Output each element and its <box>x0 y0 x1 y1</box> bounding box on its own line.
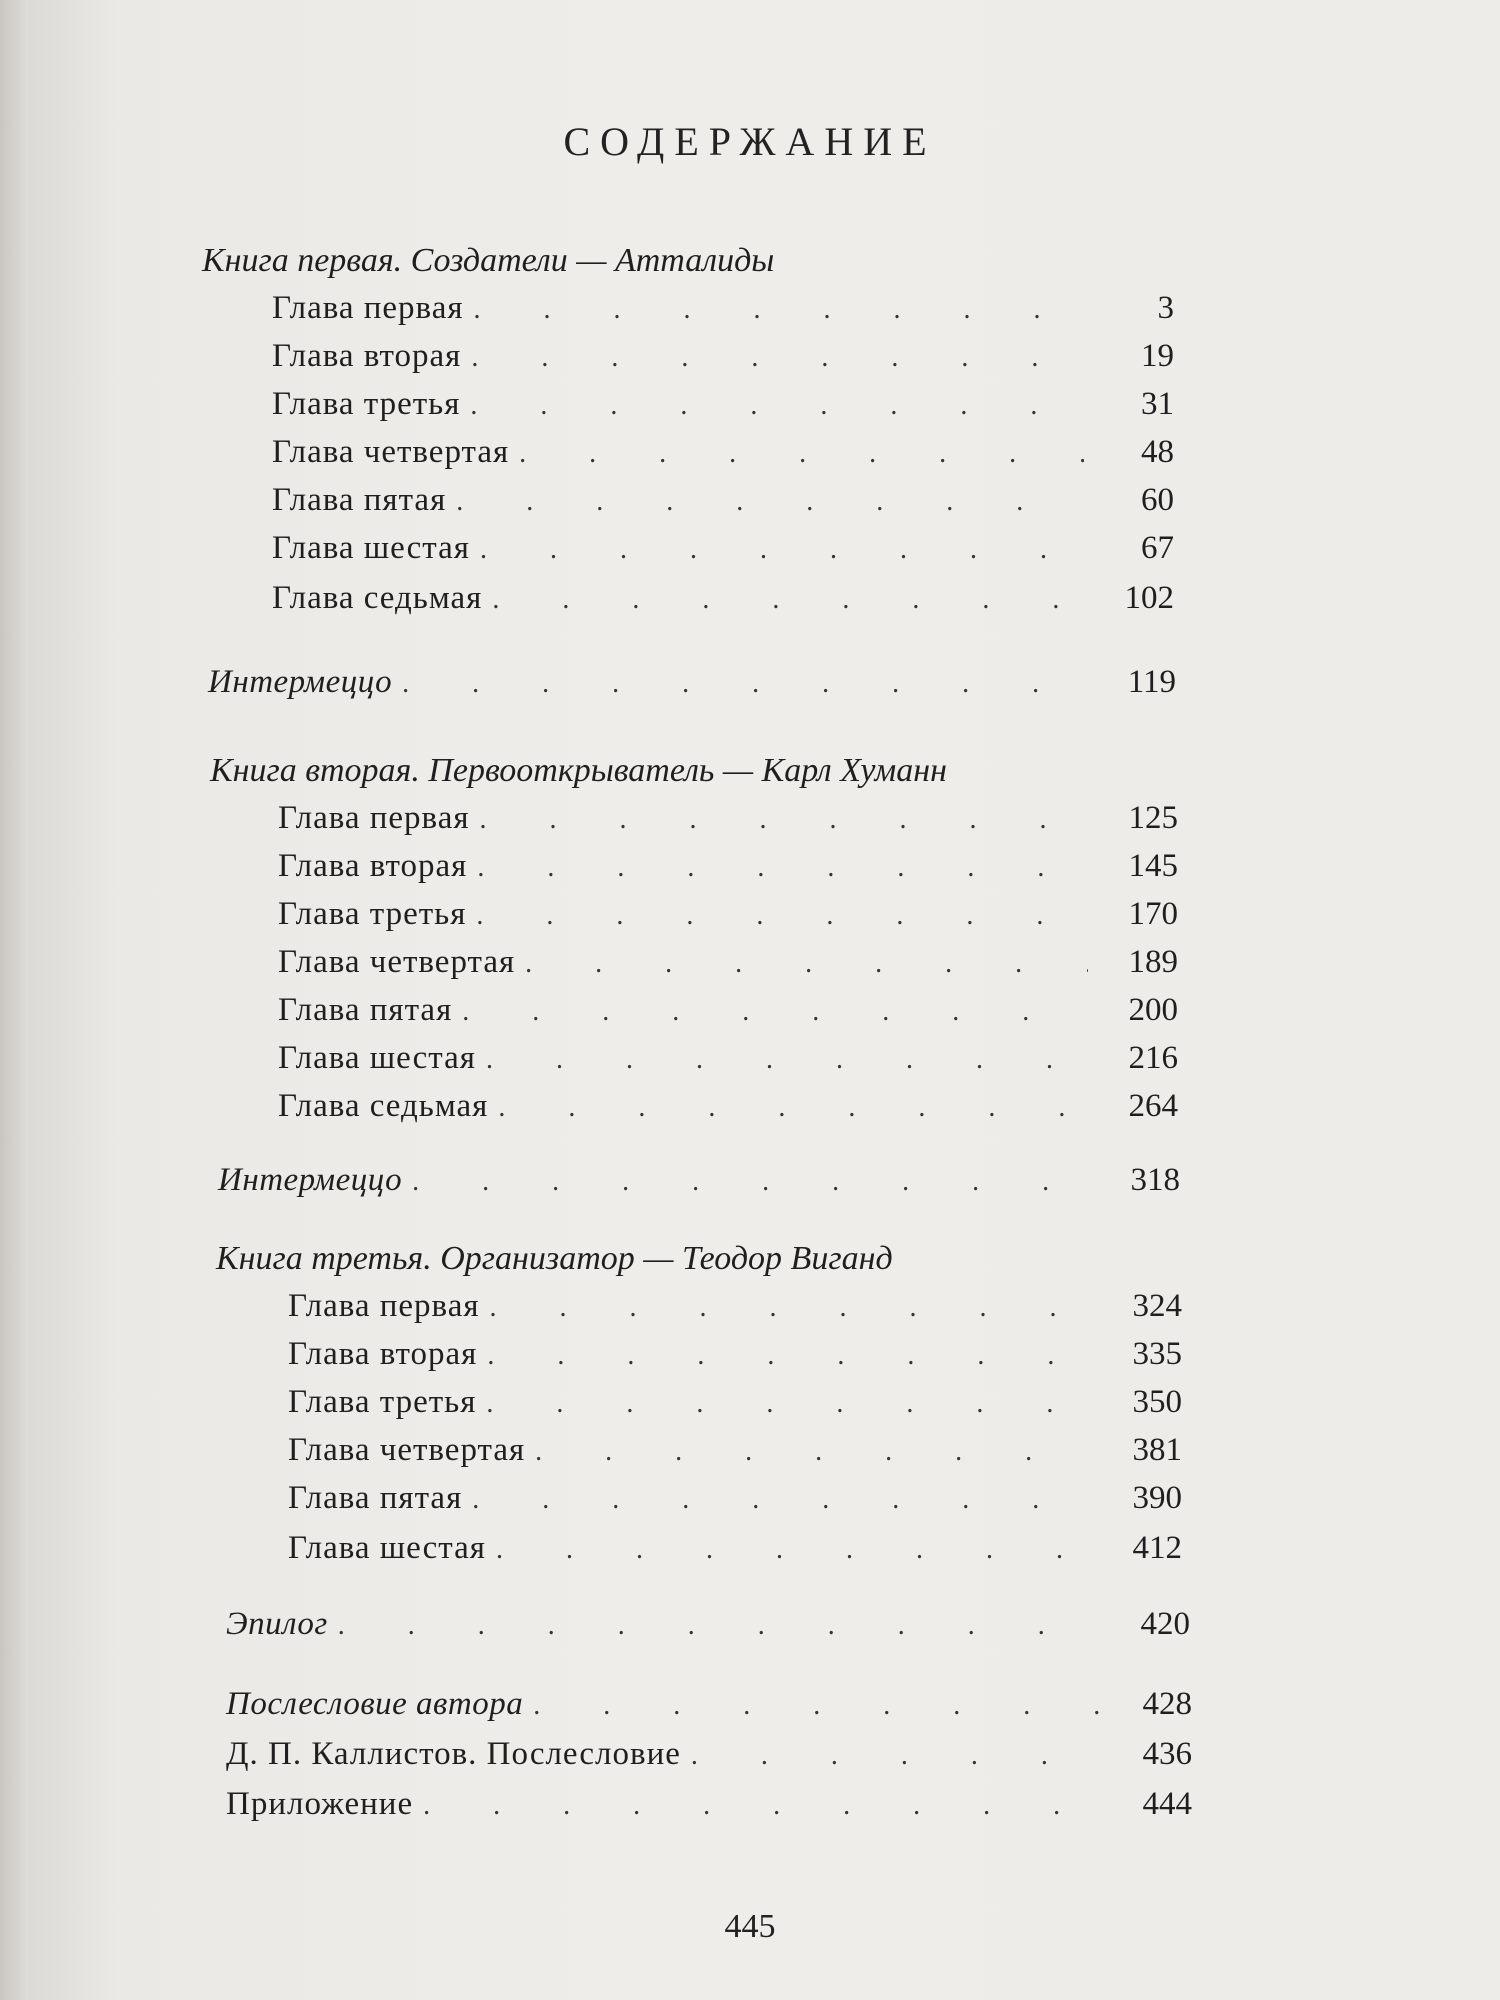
toc-entry[interactable] <box>288 1336 1182 1380</box>
entry-page: 67 <box>1141 530 1174 566</box>
entry-page: 420 <box>1140 1606 1190 1642</box>
toc-entry[interactable] <box>278 1040 1178 1084</box>
entry-label: Глава пятая <box>278 992 453 1028</box>
entry-label: Эпилог <box>226 1606 328 1642</box>
leader-dots <box>474 294 1084 326</box>
entry-page: 170 <box>1128 896 1178 932</box>
entry-page: 350 <box>1132 1384 1182 1420</box>
leader-dots <box>492 584 1084 616</box>
toc-entry[interactable] <box>278 896 1178 940</box>
entry-label: Глава вторая <box>272 338 462 374</box>
toc-entry-epilogue[interactable] <box>226 1606 1190 1650</box>
page-number: 445 <box>724 1908 776 1945</box>
toc-entry[interactable] <box>278 992 1178 1036</box>
toc-entry[interactable] <box>288 1432 1182 1476</box>
toc-entry[interactable] <box>288 1530 1182 1574</box>
toc-entry[interactable] <box>278 1088 1178 1132</box>
entry-page: 60 <box>1141 482 1174 518</box>
entry-label: Глава третья <box>278 896 467 932</box>
entry-label: Послесловие автора <box>226 1686 524 1722</box>
toc-entry[interactable] <box>288 1480 1182 1524</box>
entry-page: 324 <box>1132 1288 1182 1324</box>
book-2-heading: Книга вторая. Первооткрыватель — Карл Хуманн <box>210 752 947 789</box>
toc-entry-afterword-author[interactable] <box>226 1686 1192 1730</box>
toc-entry[interactable] <box>272 290 1174 334</box>
entry-page: 335 <box>1132 1336 1182 1372</box>
toc-entry[interactable] <box>288 1384 1182 1428</box>
entry-page: 48 <box>1141 434 1174 470</box>
leader-dots <box>691 1740 1102 1772</box>
entry-page: 412 <box>1132 1530 1182 1566</box>
page-title: СОДЕРЖАНИЕ <box>563 119 937 164</box>
leader-dots <box>462 996 1088 1028</box>
leader-dots <box>480 534 1084 566</box>
entry-page: 444 <box>1142 1786 1192 1822</box>
entry-page: 189 <box>1128 944 1178 980</box>
entry-label: Глава третья <box>288 1384 477 1420</box>
toc-entry[interactable] <box>272 386 1174 430</box>
toc-entry-appendix[interactable] <box>226 1786 1192 1830</box>
entry-label: Глава шестая <box>278 1040 476 1076</box>
entry-page: 264 <box>1128 1088 1178 1124</box>
entry-page: 145 <box>1128 848 1178 884</box>
entry-label: Глава вторая <box>278 848 468 884</box>
entry-label: Глава первая <box>288 1288 480 1324</box>
toc-entry[interactable] <box>272 530 1174 574</box>
entry-label: Глава четвертая <box>272 434 510 470</box>
entry-label: Интермеццо <box>208 664 393 700</box>
leader-dots <box>486 1044 1088 1076</box>
leader-dots <box>477 852 1088 884</box>
book-1-heading: Книга первая. Создатели — Атталиды <box>202 242 775 279</box>
entry-page: 19 <box>1141 338 1174 374</box>
leader-dots <box>525 948 1088 980</box>
toc-entry[interactable] <box>272 482 1174 526</box>
leader-dots <box>470 390 1084 422</box>
leader-dots <box>412 1166 1090 1198</box>
entry-page: 381 <box>1132 1432 1182 1468</box>
entry-page: 125 <box>1128 800 1178 836</box>
toc-entry[interactable] <box>272 338 1174 382</box>
entry-label: Глава вторая <box>288 1336 478 1372</box>
entry-label: Глава пятая <box>288 1480 463 1516</box>
leader-dots <box>480 804 1088 836</box>
entry-page: 200 <box>1128 992 1178 1028</box>
leader-dots <box>490 1292 1092 1324</box>
leader-dots <box>476 900 1088 932</box>
book-3-heading: Книга третья. Организатор — Теодор Виганд <box>216 1240 893 1277</box>
leader-dots <box>487 1340 1092 1372</box>
toc-entry-intermezzo[interactable] <box>218 1162 1180 1206</box>
entry-page: 102 <box>1124 580 1174 616</box>
toc-entry[interactable] <box>278 800 1178 844</box>
entry-label: Глава седьмая <box>272 580 483 616</box>
leader-dots <box>533 1690 1102 1722</box>
leader-dots <box>535 1436 1092 1468</box>
entry-page: 390 <box>1132 1480 1182 1516</box>
entry-page: 318 <box>1130 1162 1180 1198</box>
entry-label: Интермеццо <box>218 1162 403 1198</box>
leader-dots <box>338 1610 1100 1642</box>
entry-label: Глава четвертая <box>288 1432 526 1468</box>
entry-page: 31 <box>1141 386 1174 422</box>
entry-label: Глава четвертая <box>278 944 516 980</box>
entry-page: 428 <box>1142 1686 1192 1722</box>
entry-label: Глава первая <box>272 290 464 326</box>
leader-dots <box>498 1092 1088 1124</box>
leader-dots <box>519 438 1084 470</box>
toc-entry-intermezzo[interactable] <box>208 664 1176 708</box>
entry-page: 3 <box>1157 290 1174 326</box>
toc-entry[interactable] <box>272 580 1174 624</box>
toc-entry-afterword-kallistov[interactable] <box>226 1736 1192 1780</box>
entry-label: Приложение <box>226 1786 414 1822</box>
leader-dots <box>471 342 1084 374</box>
toc-entry[interactable] <box>288 1288 1182 1332</box>
leader-dots <box>496 1534 1092 1566</box>
toc-entry[interactable] <box>278 944 1178 988</box>
entry-label: Глава шестая <box>272 530 470 566</box>
toc-entry[interactable] <box>272 434 1174 478</box>
leader-dots <box>486 1388 1092 1420</box>
entry-label: Глава первая <box>278 800 470 836</box>
leader-dots <box>423 1790 1102 1822</box>
toc-entry[interactable] <box>278 848 1178 892</box>
entry-label: Глава пятая <box>272 482 447 518</box>
entry-page: 216 <box>1128 1040 1178 1076</box>
leader-dots <box>456 486 1084 518</box>
leader-dots <box>472 1484 1092 1516</box>
entry-label: Д. П. Каллистов. Послесловие <box>226 1736 681 1772</box>
leader-dots <box>402 668 1086 700</box>
entry-label: Глава третья <box>272 386 461 422</box>
entry-label: Глава шестая <box>288 1530 486 1566</box>
entry-page: 119 <box>1127 664 1176 700</box>
entry-label: Глава седьмая <box>278 1088 489 1124</box>
entry-page: 436 <box>1142 1736 1192 1772</box>
